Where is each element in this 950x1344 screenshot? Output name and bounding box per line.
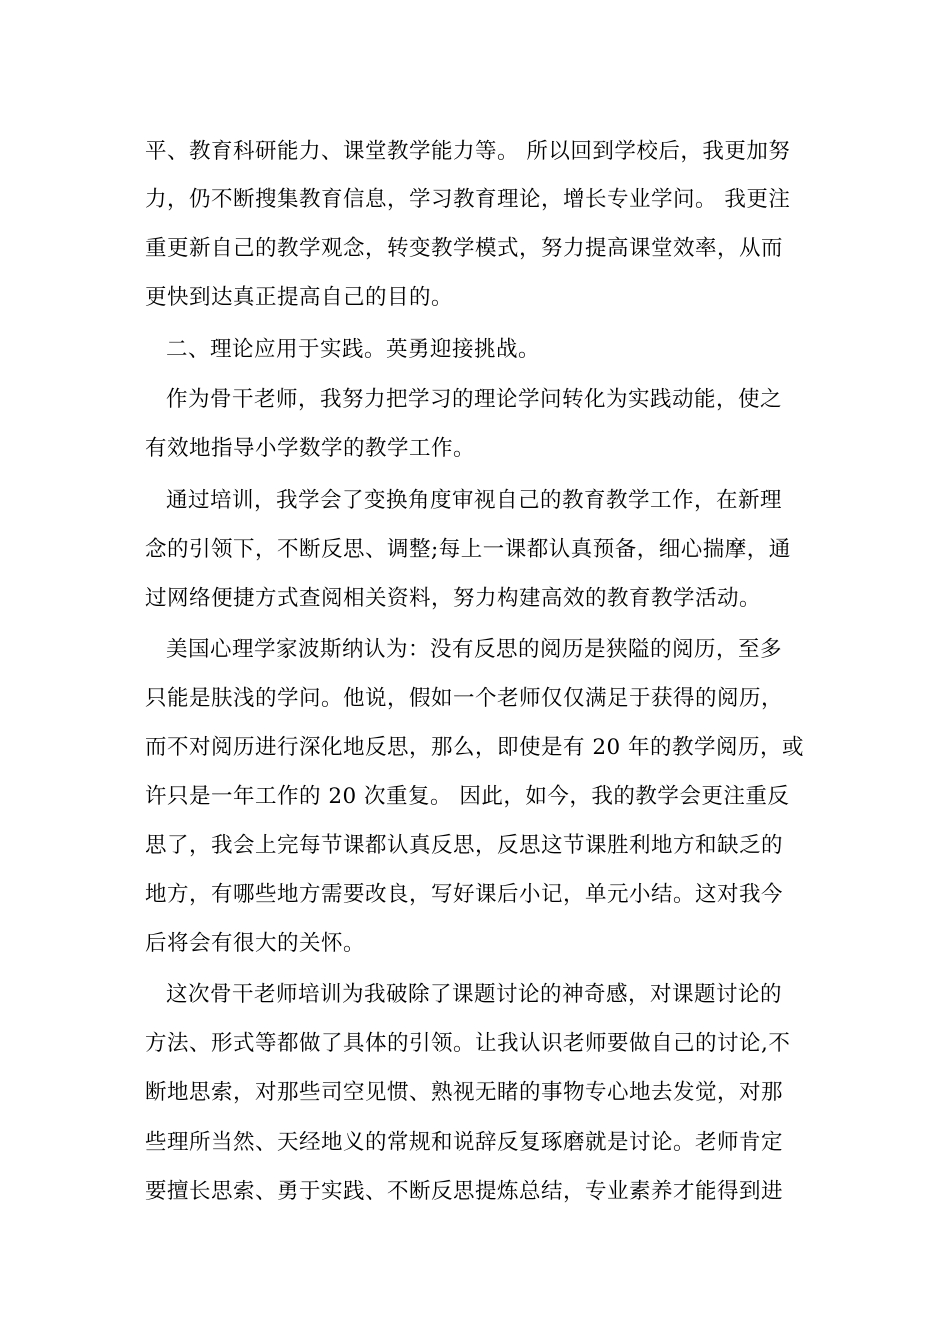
text-line: 思了，我会上完每节课都认真反思，反思这节课胜利地方和缺乏的 [145,833,784,858]
text-line: 这次骨干老师培训为我破除了课题讨论的神奇感，对课题讨论的 [166,982,783,1007]
text-line: 地方，有哪些地方需要改良，写好课后小记，单元小结。这对我今 [145,882,784,907]
text-line: 只能是肤浅的学问。他说，假如一个老师仅仅满足于获得的阅历， [145,686,784,711]
text-line: 有效地指导小学数学的教学工作。 [145,436,476,461]
text-line: 美国心理学家波斯纳认为：没有反思的阅历是狭隘的阅历，至多 [166,637,783,662]
text-line: 通过培训，我学会了变换角度审视自己的教育教学工作，在新理 [166,488,783,513]
section-heading: 二、理论应用于实践。英勇迎接挑战。 [166,337,541,362]
text-line: 断地思索，对那些司空见惯、熟视无睹的事物专心地去发觉，对那 [145,1080,784,1105]
text-line: 平、教育科研能力、课堂教学能力等。 所以回到学校后，我更加努 [145,139,791,164]
text-line: 过网络便捷方式查阅相关资料，努力构建高效的教育教学活动。 [145,586,762,611]
text-line: 些理所当然、天经地义的常规和说辞反复琢磨就是讨论。老师肯定 [145,1130,784,1155]
text-line: 更快到达真正提高自己的目的。 [145,285,454,310]
text-line: 力，仍不断搜集教育信息，学习教育理论，增长专业学问。 我更注 [145,187,791,212]
text-line: 许只是一年工作的 20 次重复。 因此，如今，我的教学会更注重反 [145,784,790,809]
text-line: 作为骨干老师，我努力把学习的理论学问转化为实践动能，使之 [166,387,783,412]
text-line: 后将会有很大的关怀。 [145,931,366,956]
text-line: 而不对阅历进行深化地反思，那么，即使是有 20 年的教学阅历，或 [145,735,805,760]
text-line: 重更新自己的教学观念，转变教学模式，努力提高课堂效率，从而 [145,236,784,261]
text-line: 要擅长思索、勇于实践、不断反思提炼总结，专业素养才能得到进 [145,1179,784,1204]
text-line: 方法、形式等都做了具体的引领。让我认识老师要做自己的讨论,不 [145,1031,791,1056]
text-line: 念的引领下，不断反思、调整;每上一课都认真预备，细心揣摩，通 [145,537,791,562]
